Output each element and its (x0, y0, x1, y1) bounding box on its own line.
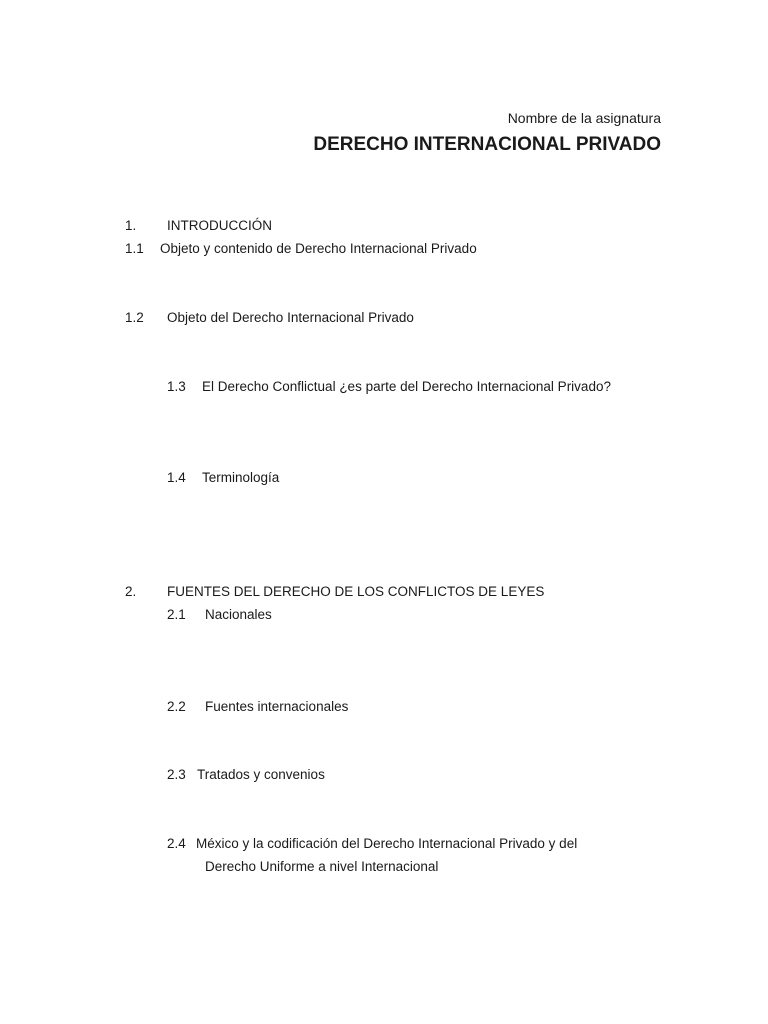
outline-text: El Derecho Conflictual ¿es parte del Derecho Internacional Privado? (202, 379, 611, 394)
outline-number: 2.4 (167, 836, 186, 851)
outline-text: Terminología (202, 470, 280, 485)
outline-text: Objeto del Derecho Internacional Privado (167, 310, 414, 325)
outline-item-1-2 (125, 309, 414, 326)
outline-number: 2.1 (167, 607, 186, 622)
outline-item-2-4-continuation: Derecho Uniforme a nivel Internacional (205, 859, 439, 874)
outline-item-1-3 (167, 378, 611, 395)
subject-label: Nombre de la asignatura (507, 110, 661, 126)
outline-text: FUENTES DEL DERECHO DE LOS CONFLICTOS DE LEYES (167, 584, 545, 599)
outline-number: 1.3 (167, 379, 186, 394)
outline-number: 1.4 (167, 470, 186, 485)
outline-number: 2. (125, 584, 137, 599)
outline-item-2-3 (167, 766, 325, 783)
subject-title: DERECHO INTERNACIONAL PRIVADO (313, 134, 661, 155)
outline-text: Objeto y contenido de Derecho Internacional Privado (160, 241, 477, 256)
outline-text: Fuentes internacionales (205, 699, 349, 714)
outline-text: Nacionales (205, 607, 272, 622)
outline-item-1-1 (125, 240, 477, 257)
outline-number: 1.2 (125, 310, 144, 325)
outline-text: Tratados y convenios (197, 767, 325, 782)
outline-number: 1. (125, 218, 137, 233)
outline-number: 1.1 (125, 241, 144, 256)
outline-item-2-4 (167, 835, 577, 852)
outline-item-2 (125, 583, 544, 600)
outline-item-2-1 (167, 606, 272, 623)
outline-number: 2.3 (167, 767, 186, 782)
outline-item-2-2 (167, 698, 348, 715)
outline-text: México y la codificación del Derecho Internacional Privado y del (196, 836, 578, 851)
outline-item-1 (125, 217, 272, 234)
outline-item-1-4 (167, 469, 279, 486)
outline-text: INTRODUCCIÓN (167, 218, 272, 233)
outline-number: 2.2 (167, 699, 186, 714)
